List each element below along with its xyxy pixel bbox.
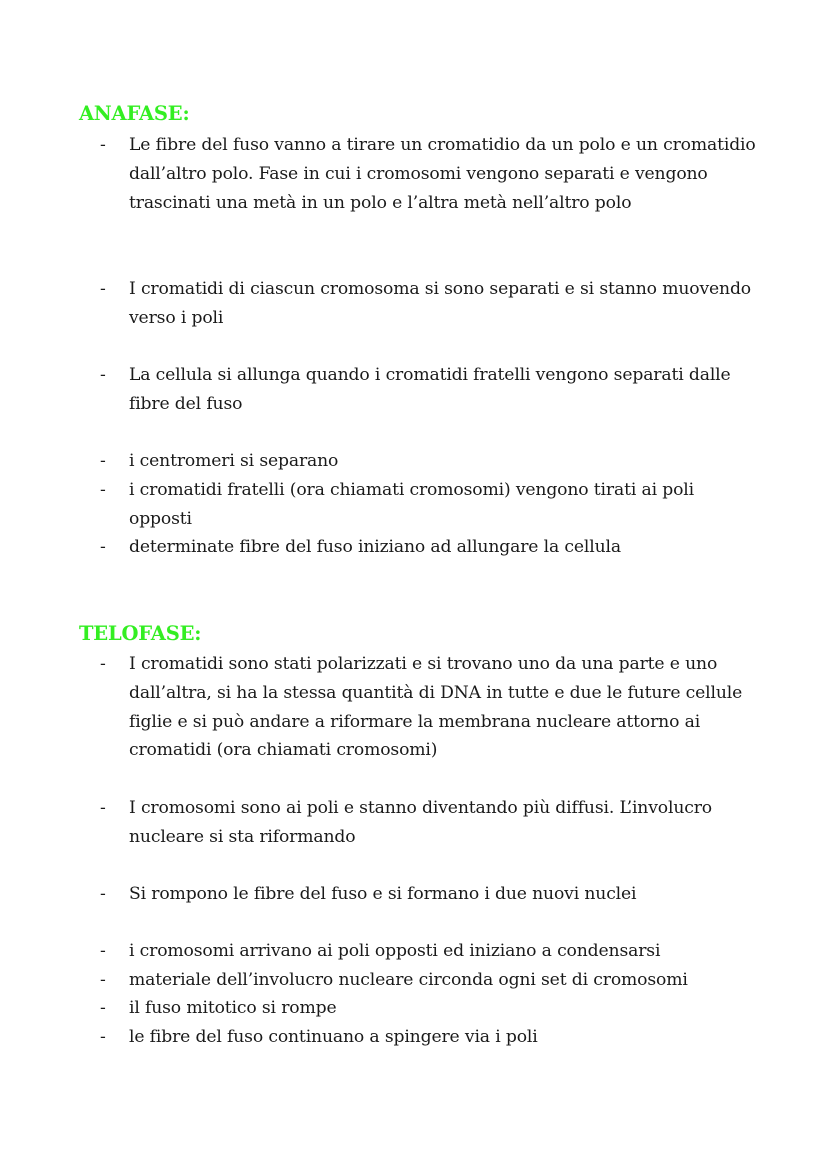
- list-item-text: Si rompono le fibre del fuso e si formano i due nuovi nuclei: [129, 884, 637, 904]
- bullet-dash: -: [100, 970, 106, 990]
- list-item: [100, 476, 760, 534]
- bullet-dash: -: [100, 884, 106, 904]
- bullet-dash: -: [100, 537, 106, 557]
- bullet-dash: -: [100, 998, 106, 1018]
- bullet-dash: -: [100, 1027, 106, 1047]
- list-item: [100, 131, 760, 217]
- list-item-text: il fuso mitotico si rompe: [129, 998, 337, 1018]
- list-item-text: I cromosomi sono ai poli e stanno diventando più diffusi. L’involucro nucleare si sta riformando: [129, 798, 712, 847]
- list-item: [100, 794, 760, 852]
- list-item: [100, 937, 760, 966]
- list-item-text: i cromatidi fratelli (ora chiamati cromosomi) vengono tirati ai poli opposti: [129, 480, 694, 529]
- list-item: [100, 361, 760, 419]
- bullet-dash: -: [100, 451, 106, 471]
- bullet-dash: -: [100, 941, 106, 961]
- list-item: [100, 275, 760, 333]
- list-item-text: i cromosomi arrivano ai poli opposti ed iniziano a condensarsi: [129, 941, 661, 961]
- list-item-text: i centromeri si separano: [129, 451, 339, 471]
- list-item-text: Le fibre del fuso vanno a tirare un cromatidio da un polo e un cromatidio dall’altro polo. Fase in cui i cromosomi vengono separati e vengono trascinati una metà in un polo e l’altra metà nell’altro polo: [129, 135, 756, 213]
- list-item: [100, 650, 760, 765]
- list-item-text: le fibre del fuso continuano a spingere via i poli: [129, 1027, 538, 1047]
- bullet-dash: -: [100, 135, 106, 155]
- list-item: [100, 966, 760, 995]
- list-item: [100, 1023, 760, 1052]
- list-item-text: La cellula si allunga quando i cromatidi fratelli vengono separati dalle fibre del fuso: [129, 365, 731, 414]
- telofase-heading: TELOFASE:: [79, 622, 202, 645]
- anafase-heading: ANAFASE:: [79, 102, 190, 125]
- list-item-text: I cromatidi di ciascun cromosoma si sono separati e si stanno muovendo verso i poli: [129, 279, 752, 328]
- bullet-dash: -: [100, 480, 106, 500]
- list-item-text: materiale dell’involucro nucleare circonda ogni set di cromosomi: [129, 970, 688, 990]
- list-item-text: I cromatidi sono stati polarizzati e si trovano uno da una parte e uno dall’altra, si ha la stessa quantità di DNA in tutte e due le future cellule figlie e si può andare a riformare la membrana nucleare attorno ai cromatidi (ora chiamati cromosomi): [129, 654, 743, 761]
- list-item: [100, 994, 760, 1023]
- list-item: [100, 447, 760, 476]
- bullet-dash: -: [100, 654, 106, 674]
- bullet-dash: -: [100, 798, 106, 818]
- list-item-text: determinate fibre del fuso iniziano ad allungare la cellula: [129, 537, 621, 557]
- bullet-dash: -: [100, 365, 106, 385]
- list-item: [100, 880, 760, 909]
- list-item: [100, 533, 760, 562]
- bullet-dash: -: [100, 279, 106, 299]
